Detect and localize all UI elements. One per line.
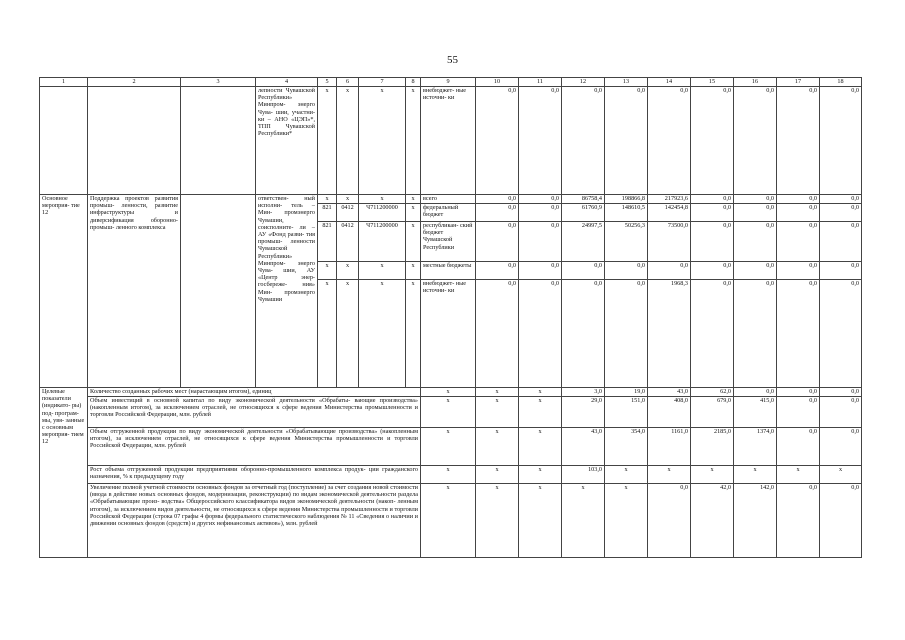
indicator-value: 0,0 bbox=[648, 484, 691, 558]
column-number: 11 bbox=[519, 78, 562, 87]
block2-value: 0,0 bbox=[519, 222, 562, 262]
block2-value: 0,0 bbox=[691, 262, 734, 280]
block2-c8: x bbox=[406, 195, 421, 204]
block2-value: 0,0 bbox=[734, 262, 777, 280]
block2-value: 0,0 bbox=[691, 280, 734, 388]
indicator-value: 19,0 bbox=[605, 388, 648, 397]
indicator-value: 408,0 bbox=[648, 397, 691, 428]
column-number: 17 bbox=[777, 78, 820, 87]
block2-value: 0,0 bbox=[820, 195, 862, 204]
block2-value: 24997,5 bbox=[562, 222, 605, 262]
block2-value: 0,0 bbox=[562, 280, 605, 388]
indicator-value: 103,0 bbox=[562, 466, 605, 484]
block2-c7: x bbox=[359, 262, 406, 280]
block2-value: 0,0 bbox=[605, 280, 648, 388]
block2-value: 0,0 bbox=[519, 262, 562, 280]
indicator-value: 0,0 bbox=[777, 484, 820, 558]
block1-value: 0,0 bbox=[820, 87, 862, 195]
block2-value: 0,0 bbox=[691, 204, 734, 222]
column-number: 16 bbox=[734, 78, 777, 87]
block2-value: 0,0 bbox=[476, 280, 519, 388]
indicator-c10: x bbox=[476, 388, 519, 397]
block2-responsible: ответствен- ный исполни- тель – Мин- промэнерго Чувашии, соисполните- ли – АУ «Фонд разви- тия промыш- ленности Чувашской Республики» Минпром- энерго Чува- шии, АУ «Центр энер- госбереже- ния» Мин- промэнерго Чувашии bbox=[256, 195, 318, 388]
block2-c8: x bbox=[406, 280, 421, 388]
block2-value: 0,0 bbox=[476, 222, 519, 262]
column-number: 1 bbox=[40, 78, 88, 87]
block2-value: 0,0 bbox=[734, 204, 777, 222]
indicator-text: Объем инвестиций в основной капитал по виду экономической деятельности «Обрабаты- вающие производства» (накопленным итогом), за исключением отраслей, не относящихся к сфере ведения Министерства промышленности и торговли Российской Федерации, млн. рублей bbox=[88, 397, 421, 428]
block2-value: 0,0 bbox=[777, 262, 820, 280]
indicator-value: 142,0 bbox=[734, 484, 777, 558]
block1-value: 0,0 bbox=[519, 87, 562, 195]
block2-value: 0,0 bbox=[691, 195, 734, 204]
block2-value: 0,0 bbox=[777, 280, 820, 388]
indicator-text: Рост объема отгруженной продукции предприятиями оборонно-промышленного комплекса продук- ции гражданского назначения, % к предыдущему году bbox=[88, 466, 421, 484]
block2-c8: x bbox=[406, 262, 421, 280]
indicator-value: 0,0 bbox=[820, 388, 862, 397]
block2-c6: x bbox=[337, 280, 359, 388]
column-number: 6 bbox=[337, 78, 359, 87]
indicator-row bbox=[40, 388, 862, 397]
column-number: 10 bbox=[476, 78, 519, 87]
column-number: 9 bbox=[421, 78, 476, 87]
block2-value: 0,0 bbox=[820, 280, 862, 388]
indicator-value: 151,0 bbox=[605, 397, 648, 428]
column-number: 13 bbox=[605, 78, 648, 87]
block1-c5: x bbox=[318, 87, 337, 195]
column-number-row bbox=[40, 78, 862, 87]
block2-value: 0,0 bbox=[734, 195, 777, 204]
block2-value: 0,0 bbox=[820, 222, 862, 262]
block1-c6: x bbox=[337, 87, 359, 195]
block2-value: 0,0 bbox=[820, 262, 862, 280]
indicator-value: 42,0 bbox=[691, 484, 734, 558]
block2-source: местные бюджеты bbox=[421, 262, 476, 280]
block2-c8: x bbox=[406, 204, 421, 222]
indicator-value: 3,0 bbox=[562, 388, 605, 397]
block2-value: 142454,8 bbox=[648, 204, 691, 222]
indicator-c10: x bbox=[476, 428, 519, 466]
indicator-value: 62,0 bbox=[691, 388, 734, 397]
indicator-value: 0,0 bbox=[777, 397, 820, 428]
block2-c5: 821 bbox=[318, 204, 337, 222]
column-number: 15 bbox=[691, 78, 734, 87]
indicator-c9: x bbox=[421, 397, 476, 428]
indicator-value: 0,0 bbox=[734, 388, 777, 397]
block2-value: 0,0 bbox=[519, 280, 562, 388]
block2-value: 0,0 bbox=[562, 262, 605, 280]
indicator-value: 679,0 bbox=[691, 397, 734, 428]
block2-c5: 821 bbox=[318, 222, 337, 262]
block2-value: 0,0 bbox=[734, 222, 777, 262]
block1-row bbox=[40, 87, 862, 195]
indicators-label: Целевые показатели (индикато- ры) под- програм- мы, увя- занные с основным мероприя- тием 12 bbox=[40, 388, 88, 558]
block2-source: внебюджет- ные источни- ки bbox=[421, 280, 476, 388]
block2-value: 0,0 bbox=[691, 222, 734, 262]
block2-value: 0,0 bbox=[734, 280, 777, 388]
indicator-c9: x bbox=[421, 428, 476, 466]
indicator-row bbox=[40, 397, 862, 428]
indicator-row bbox=[40, 466, 862, 484]
block2-value: 1968,3 bbox=[648, 280, 691, 388]
indicator-value: 1374,0 bbox=[734, 428, 777, 466]
block2-c5: x bbox=[318, 280, 337, 388]
indicator-value: 0,0 bbox=[820, 484, 862, 558]
indicator-c11: x bbox=[519, 428, 562, 466]
block2-value: 73500,0 bbox=[648, 222, 691, 262]
block2-value: 0,0 bbox=[777, 222, 820, 262]
block2-value: 0,0 bbox=[476, 204, 519, 222]
indicator-row bbox=[40, 428, 862, 466]
indicator-value: 354,0 bbox=[605, 428, 648, 466]
block2-value: 0,0 bbox=[820, 204, 862, 222]
indicator-c10: x bbox=[476, 466, 519, 484]
block1-source: внебюджет- ные источни- ки bbox=[421, 87, 476, 195]
block2-source: республикан- ский бюджет Чувашской Республики bbox=[421, 222, 476, 262]
indicator-value: x bbox=[648, 466, 691, 484]
indicator-c11: x bbox=[519, 397, 562, 428]
column-number: 5 bbox=[318, 78, 337, 87]
indicator-c11: x bbox=[519, 484, 562, 558]
indicator-value: x bbox=[605, 466, 648, 484]
indicator-value: 2185,0 bbox=[691, 428, 734, 466]
indicator-c9: x bbox=[421, 466, 476, 484]
block1-value: 0,0 bbox=[476, 87, 519, 195]
block2-source: всего bbox=[421, 195, 476, 204]
block2-value: 50256,3 bbox=[605, 222, 648, 262]
block1-value: 0,0 bbox=[562, 87, 605, 195]
block2-name: Поддержка проектов развития промыш- ленности, развитие инфраструктуры и диверсификация оборонно-промыш- ленного комплекса bbox=[88, 195, 181, 388]
block1-c8: x bbox=[406, 87, 421, 195]
block2-source: федеральный бюджет bbox=[421, 204, 476, 222]
indicator-text: Объем отгруженной продукции по виду экономической деятельности «Обрабатывающие производства» (накопленным итогом), за исключением отраслей, не относящихся к сфере ведения Министерства промышленности и торговли Российской Федерации, млн. рублей bbox=[88, 428, 421, 466]
indicator-text: Количество созданных рабочих мест (нарастающим итогом), единиц bbox=[88, 388, 421, 397]
block2-c6: x bbox=[337, 262, 359, 280]
indicator-value: 29,0 bbox=[562, 397, 605, 428]
block2-value: 0,0 bbox=[476, 195, 519, 204]
block2-c5: x bbox=[318, 262, 337, 280]
block1-value: 0,0 bbox=[691, 87, 734, 195]
indicator-value: x bbox=[562, 484, 605, 558]
column-number: 2 bbox=[88, 78, 181, 87]
indicator-c9: x bbox=[421, 388, 476, 397]
indicator-c10: x bbox=[476, 484, 519, 558]
block1-value: 0,0 bbox=[648, 87, 691, 195]
indicator-c11: x bbox=[519, 466, 562, 484]
indicator-value: x bbox=[820, 466, 862, 484]
column-number: 7 bbox=[359, 78, 406, 87]
block2-c5: x bbox=[318, 195, 337, 204]
indicator-value: 415,0 bbox=[734, 397, 777, 428]
block2-c7: Ч711200000 bbox=[359, 222, 406, 262]
indicator-value: x bbox=[691, 466, 734, 484]
block2-value: 148610,5 bbox=[605, 204, 648, 222]
page-number: 55 bbox=[447, 54, 458, 66]
indicator-c11: x bbox=[519, 388, 562, 397]
block2-c7: x bbox=[359, 280, 406, 388]
block2-c7: Ч711200000 bbox=[359, 204, 406, 222]
column-number: 4 bbox=[256, 78, 318, 87]
indicator-value: 0,0 bbox=[820, 428, 862, 466]
block2-label: Основное мероприя- тие 12 bbox=[40, 195, 88, 388]
indicator-c10: x bbox=[476, 397, 519, 428]
block1-value: 0,0 bbox=[734, 87, 777, 195]
block1-value: 0,0 bbox=[605, 87, 648, 195]
indicator-value: 0,0 bbox=[820, 397, 862, 428]
block2-c8: x bbox=[406, 222, 421, 262]
indicator-value: x bbox=[734, 466, 777, 484]
indicator-value: 43,0 bbox=[562, 428, 605, 466]
indicator-c9: x bbox=[421, 484, 476, 558]
column-number: 12 bbox=[562, 78, 605, 87]
block2-value: 0,0 bbox=[519, 204, 562, 222]
column-number: 18 bbox=[820, 78, 862, 87]
block2-c6: 0412 bbox=[337, 222, 359, 262]
column-number: 8 bbox=[406, 78, 421, 87]
block2-value: 86758,4 bbox=[562, 195, 605, 204]
block1-c7: x bbox=[359, 87, 406, 195]
indicator-value: 0,0 bbox=[777, 428, 820, 466]
indicator-value: x bbox=[777, 466, 820, 484]
block2-value: 0,0 bbox=[519, 195, 562, 204]
column-number: 14 bbox=[648, 78, 691, 87]
indicator-value: 43,0 bbox=[648, 388, 691, 397]
indicator-value: x bbox=[605, 484, 648, 558]
block2-c7: x bbox=[359, 195, 406, 204]
block2-c6: x bbox=[337, 195, 359, 204]
block2-value: 0,0 bbox=[777, 204, 820, 222]
block2-value: 0,0 bbox=[605, 262, 648, 280]
block2-value: 61760,9 bbox=[562, 204, 605, 222]
indicator-row bbox=[40, 484, 862, 558]
block2-c6: 0412 bbox=[337, 204, 359, 222]
indicator-text: Увеличение полной учетной стоимости основных фондов за отчетный год (поступление) за счет создания новой стоимости (ввода в действие новых основных фондов, модернизации, реконструкции) по видам экономической деятельности раздела «Обрабатывающие произ- водства» Общероссийского классификатора видов экономической деятельности (накоп- ленным итогом), за исключением видов деятельности, не относящихся к сфере ведения Министерства промышленности и торговли Российской Федерации (строка 07 графы 4 формы федерального статистического наблюдения № 11 «Сведения о наличии и движении основных фондов (средств) и других нефинансовых активов»), млн. рублей bbox=[88, 484, 421, 558]
program-table bbox=[39, 77, 862, 558]
indicator-value: 0,0 bbox=[777, 388, 820, 397]
indicator-value: 1161,0 bbox=[648, 428, 691, 466]
block2-value: 0,0 bbox=[777, 195, 820, 204]
block2-value: 217923,6 bbox=[648, 195, 691, 204]
column-number: 3 bbox=[181, 78, 256, 87]
block1-responsible: лепности Чувашской Республики» Минпром- энерго Чува- шии, участни- ки – АНО «ЦЭП»*, ТПП Чувашской Республики* bbox=[256, 87, 318, 195]
block2-row-total bbox=[40, 195, 862, 204]
block1-value: 0,0 bbox=[777, 87, 820, 195]
block2-value: 0,0 bbox=[476, 262, 519, 280]
block2-value: 198866,8 bbox=[605, 195, 648, 204]
block2-value: 0,0 bbox=[648, 262, 691, 280]
